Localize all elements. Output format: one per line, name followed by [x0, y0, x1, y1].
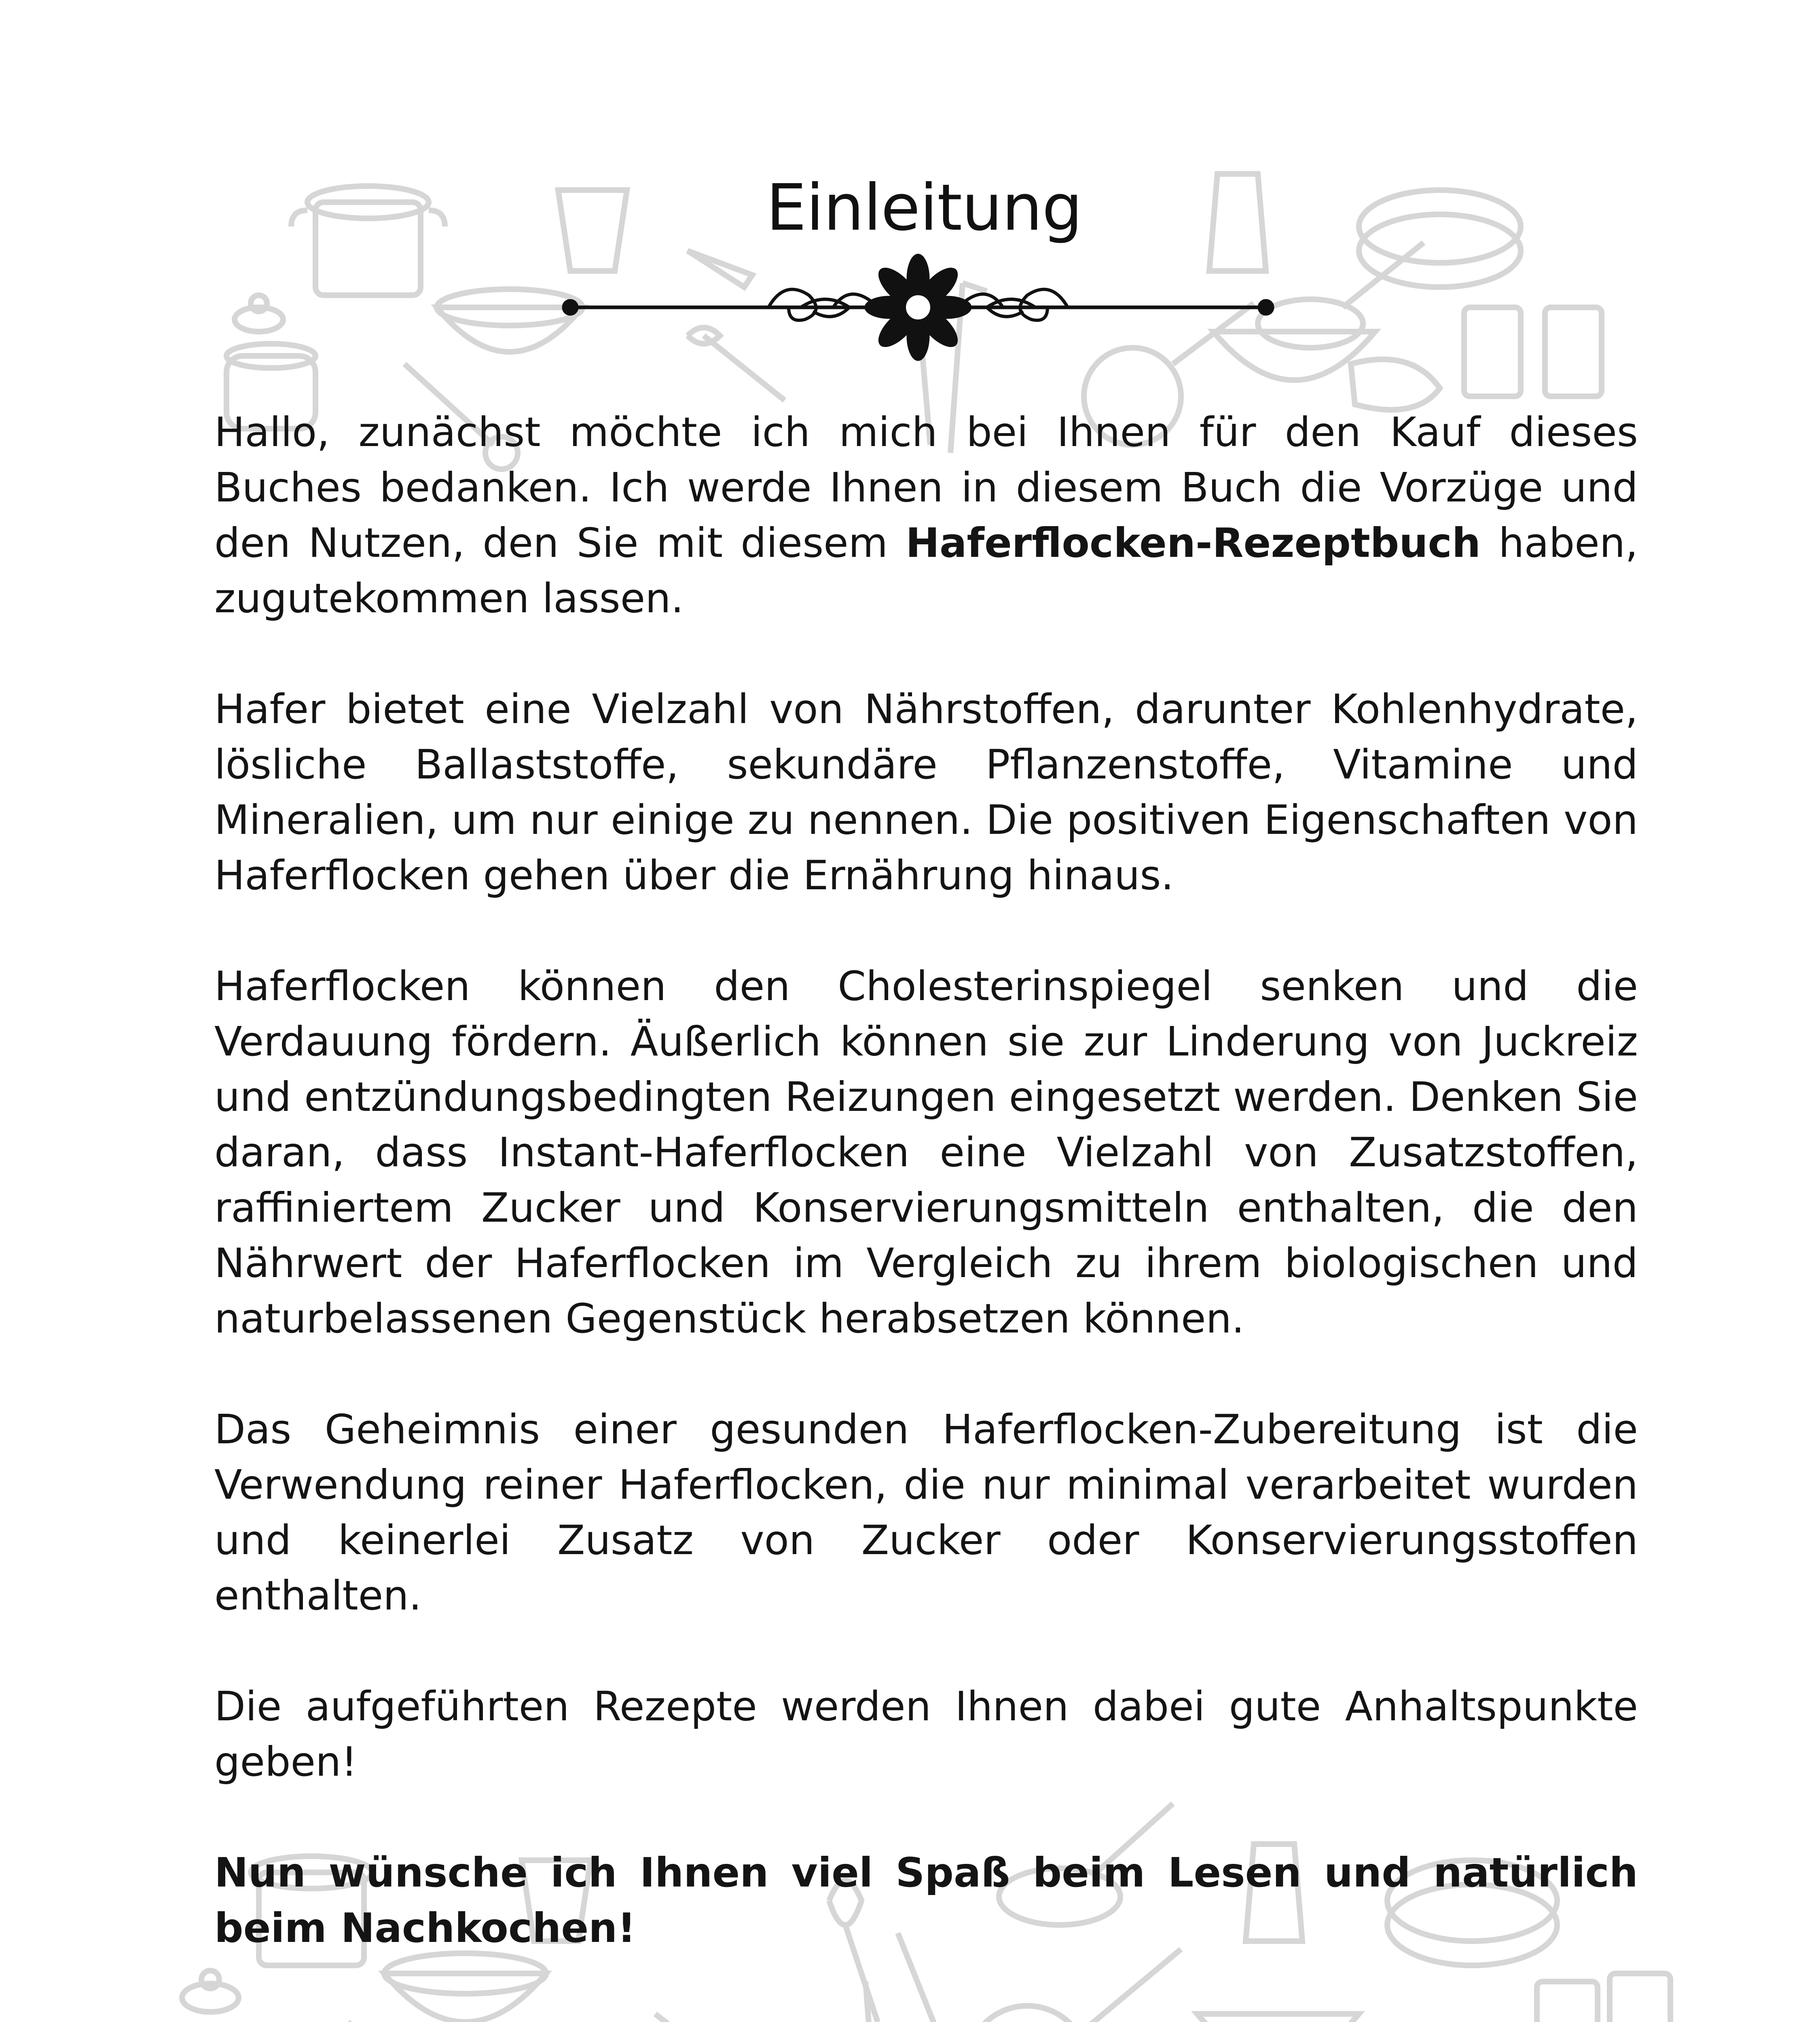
paragraph-benefits: Haferflocken können den Cholesterinspiegel senken und die Verdauung fördern. Äußerlich können sie zur Linderung von Juckreiz und entzündungsbedingten Reizungen eingesetzt werden. Denken Sie daran, dass Instant-Haferflocken eine Vielzahl von Zusatzstoffen, raffiniertem Zucker und Konservierungsmitteln enthalten, die den Nährwert der Haferflocken im Vergleich zu ihrem biologischen und naturbelassenen Gegenstück herabsetzen können.	[214, 962, 1638, 1342]
paragraph-nutrients: Hafer bietet eine Vielzahl von Nährstoffen, darunter Kohlenhydrate, lösliche Ballaststoffe, sekundäre Pflanzenstoffe, Vitamine und Mineralien, um nur einige zu nennen. Die positiven Eigenschaften von Haferflocken gehen über die Ernährung hinaus.	[214, 685, 1638, 899]
pan-icon	[1258, 243, 1424, 348]
paragraph-intro-end: haben, zugutekommen lassen.	[214, 519, 1638, 622]
body-text	[214, 404, 1638, 2011]
book-title-emphasis: Haferflocken-Rezeptbuch	[906, 519, 1481, 567]
grater-icon	[1464, 307, 1602, 396]
paragraph-closing: Nun wünsche ich Ihnen viel Spaß beim Lesen und natürlich beim Nachkochen!	[214, 1849, 1638, 1952]
pot-lid-icon	[235, 295, 283, 332]
page-title: Einleitung	[766, 171, 1082, 245]
cloth-icon	[1351, 360, 1440, 410]
paragraph-intro	[214, 404, 1638, 626]
flower-icon	[842, 251, 993, 364]
spoon-icon-bottom	[655, 2014, 758, 2022]
title-divider-ornament	[558, 251, 1278, 364]
paragraph-recipes: Die aufgeführten Rezepte werden Ihnen dabei gute Anhaltspunkte geben!	[214, 1683, 1638, 1785]
paragraph-secret: Das Geheimnis einer gesunden Haferflocken-Zubereitung ist die Verwendung reiner Haferflocken, die nur minimal verarbeitet wurden und keinerlei Zusatz von Zucker oder Konservierungsstoffen enthalten.	[214, 1406, 1638, 1619]
bowl-icon-bottom-2	[1197, 2014, 1359, 2022]
paragraph-intro-text: Hallo, zunächst möchte ich mich bei Ihnen für den Kauf dieses Buches bedanken. Ich werde Ihnen in diesem Buch die Vorzüge und den Nutzen, den Sie mit diesem	[214, 408, 1638, 567]
